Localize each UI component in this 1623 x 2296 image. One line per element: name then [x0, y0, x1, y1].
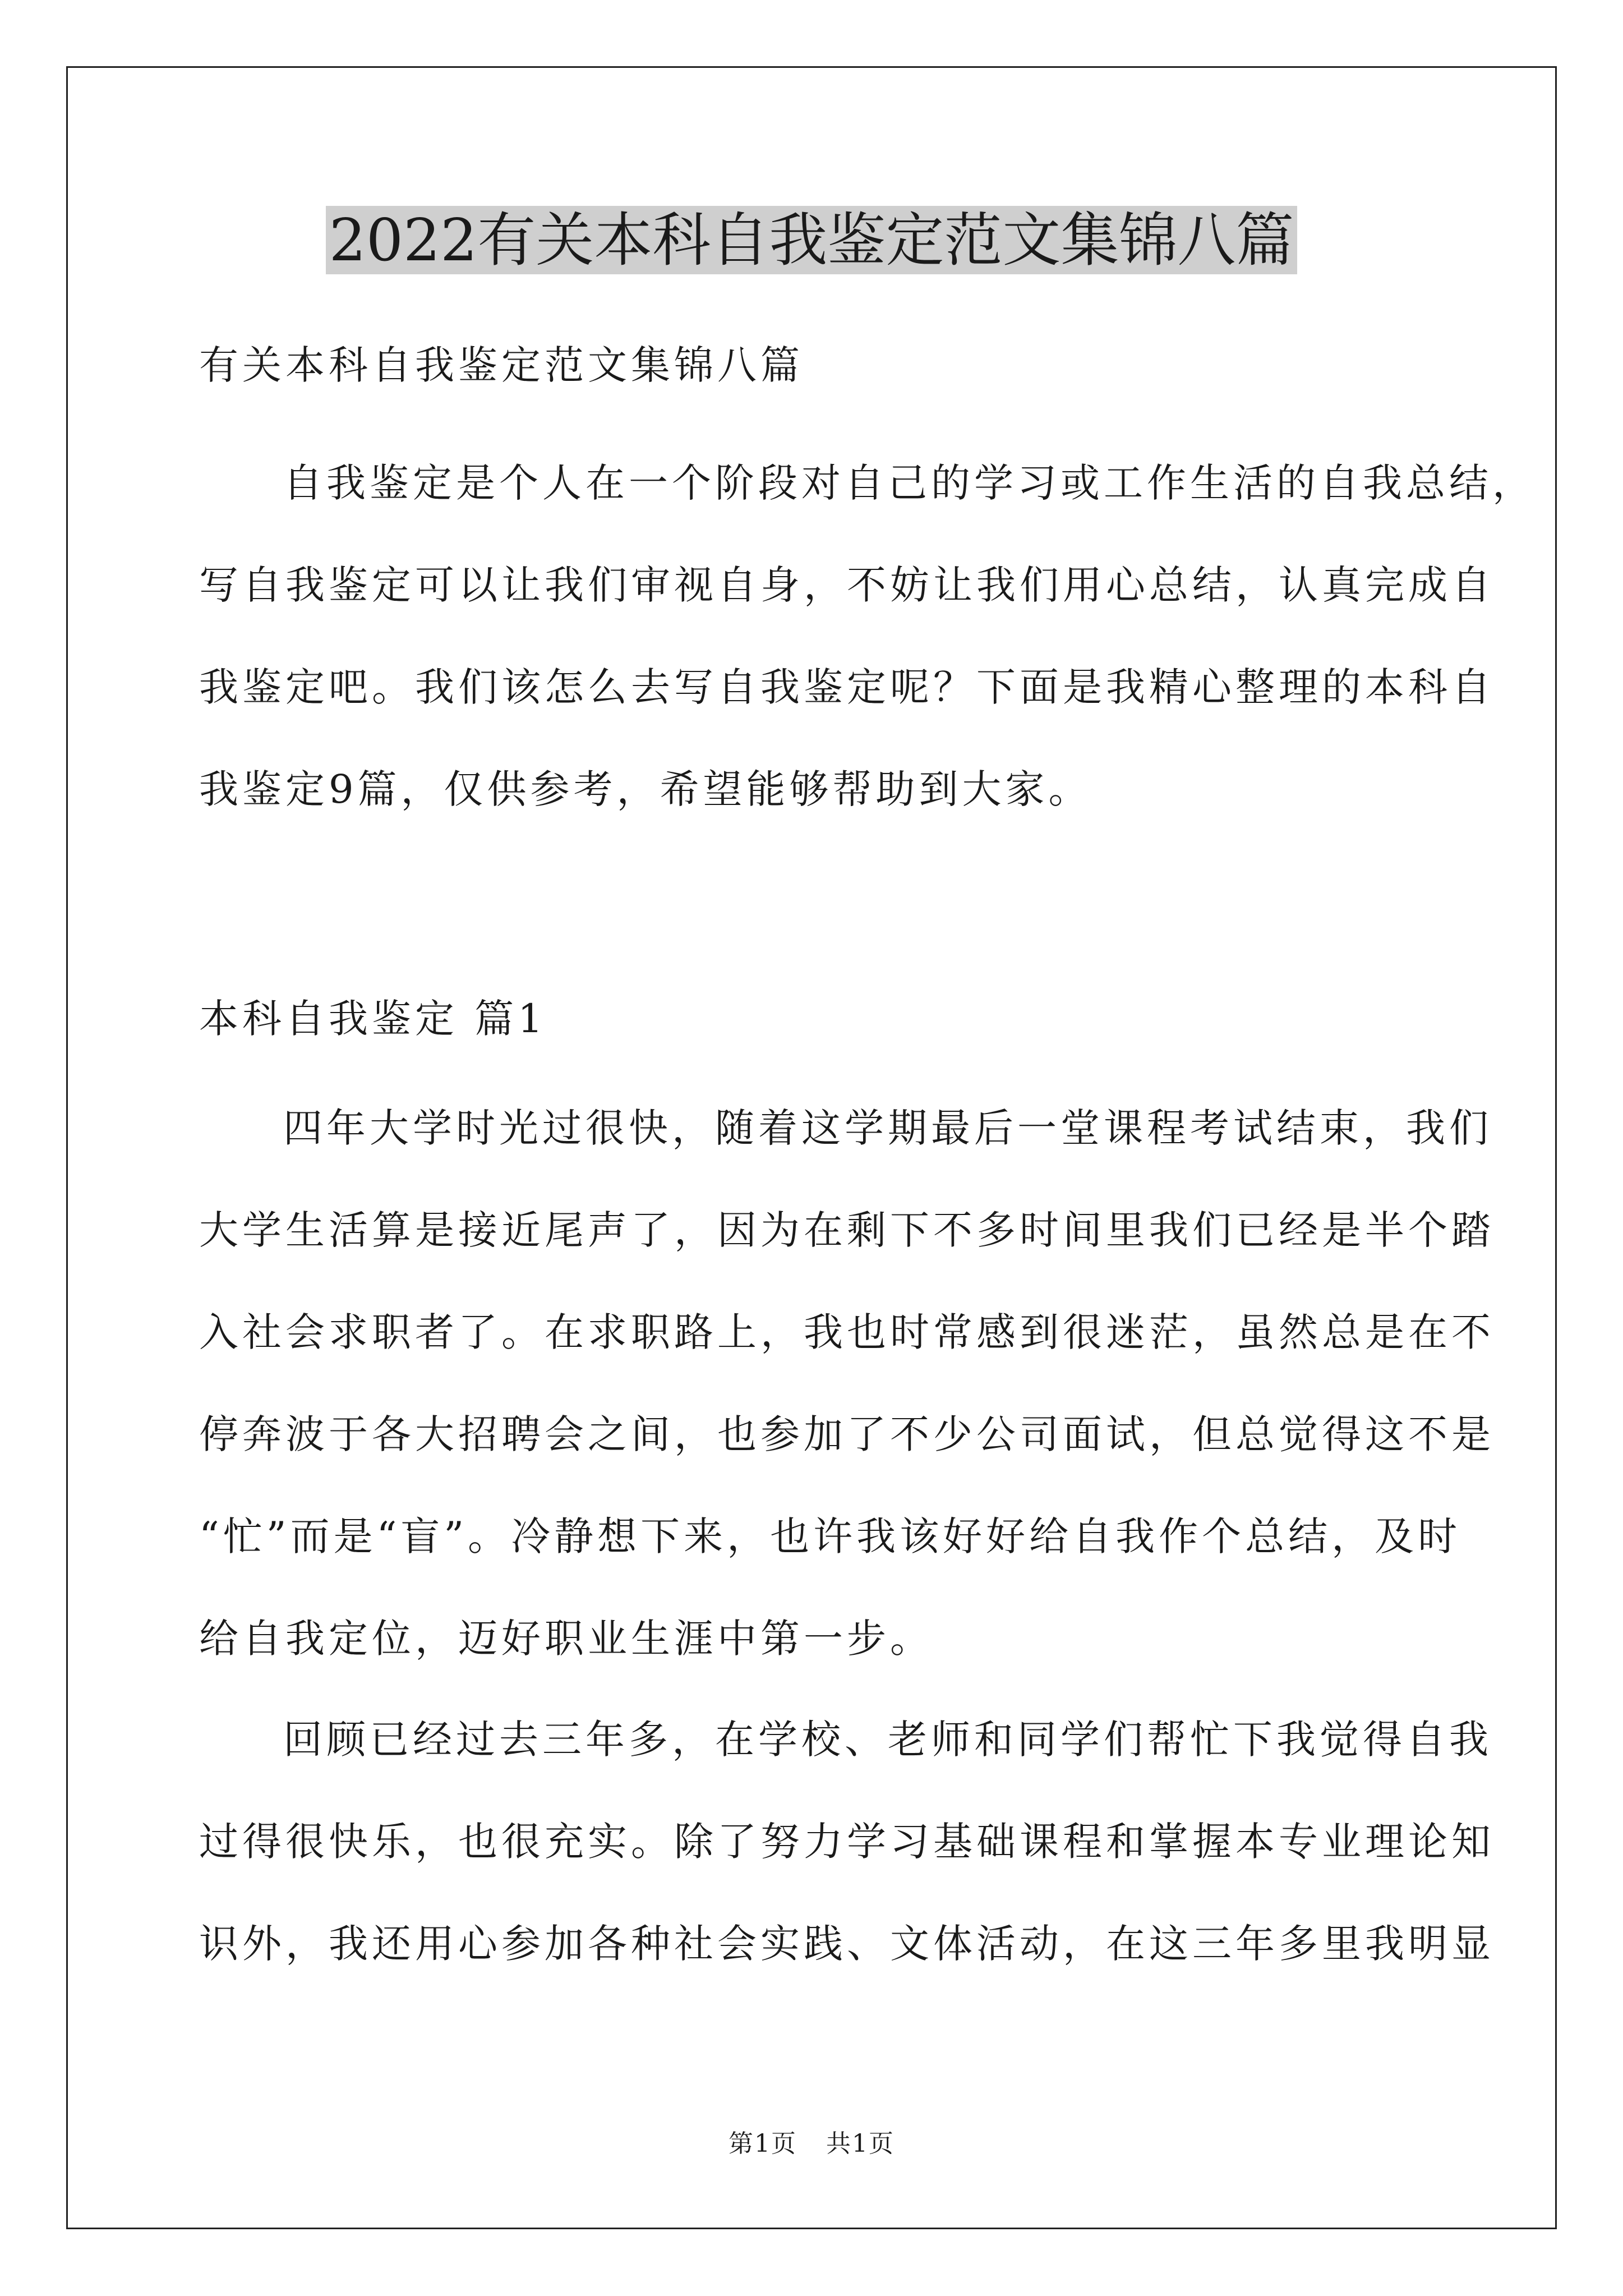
paragraph-line: 识外，我还用心参加各种社会实践、文体活动，在这三年多里我明显 — [199, 1921, 1495, 1967]
paragraph-line: “忙”而是“盲”。冷静想下来，也许我该好好给自我作个总结，及时 — [199, 1513, 1461, 1559]
section-heading-block — [199, 968, 1438, 1070]
paragraph-line: 四年大学时光过很快，随着这学期最后一堂课程考试结束，我们 — [283, 1105, 1492, 1151]
paragraph-line: 回顾已经过去三年多，在学校、老师和同学们帮忙下我觉得自我 — [283, 1717, 1492, 1763]
paragraph-line: 给自我定位，迈好职业生涯中第一步。 — [199, 1616, 933, 1662]
paragraph-line: 过得很快乐，也很充实。除了努力学习基础课程和掌握本专业理论知 — [199, 1819, 1495, 1865]
paragraph-line: 入社会求职者了。在求职路上，我也时常感到很迷茫，虽然总是在不 — [199, 1309, 1495, 1355]
intro-line: 写自我鉴定可以让我们审视自身，不妨让我们用心总结，认真完成自 — [199, 562, 1495, 608]
paragraph-1 — [199, 1077, 1495, 1690]
document-subtitle: 有关本科自我鉴定范文集锦八篇 — [199, 342, 804, 388]
intro-line: 我鉴定9篇，仅供参考，希望能够帮助到大家。 — [199, 766, 1092, 812]
document-title — [0, 201, 1623, 279]
page-footer — [0, 2123, 1623, 2159]
intro-line: 我鉴定吧。我们该怎么去写自我鉴定呢？下面是我精心整理的本科自 — [199, 664, 1495, 710]
document-subtitle-block — [199, 314, 1438, 416]
page-total: 共1页 — [826, 2129, 895, 2158]
paragraph-line: 停奔波于各大招聘会之间，也参加了不少公司面试，但总觉得这不是 — [199, 1411, 1495, 1457]
section-heading: 本科自我鉴定 篇1 — [199, 996, 547, 1042]
intro-paragraph — [199, 432, 1536, 840]
paragraph-2 — [199, 1688, 1495, 1995]
paragraph-line: 大学生活算是接近尾声了，因为在剩下不多时间里我们已经是半个踏 — [199, 1207, 1495, 1253]
page-number: 第1页 — [728, 2129, 797, 2158]
intro-line: 自我鉴定是个人在一个阶段对自己的学习或工作生活的自我总结， — [283, 460, 1536, 506]
document-title-text: 2022有关本科自我鉴定范文集锦八篇 — [326, 206, 1298, 274]
